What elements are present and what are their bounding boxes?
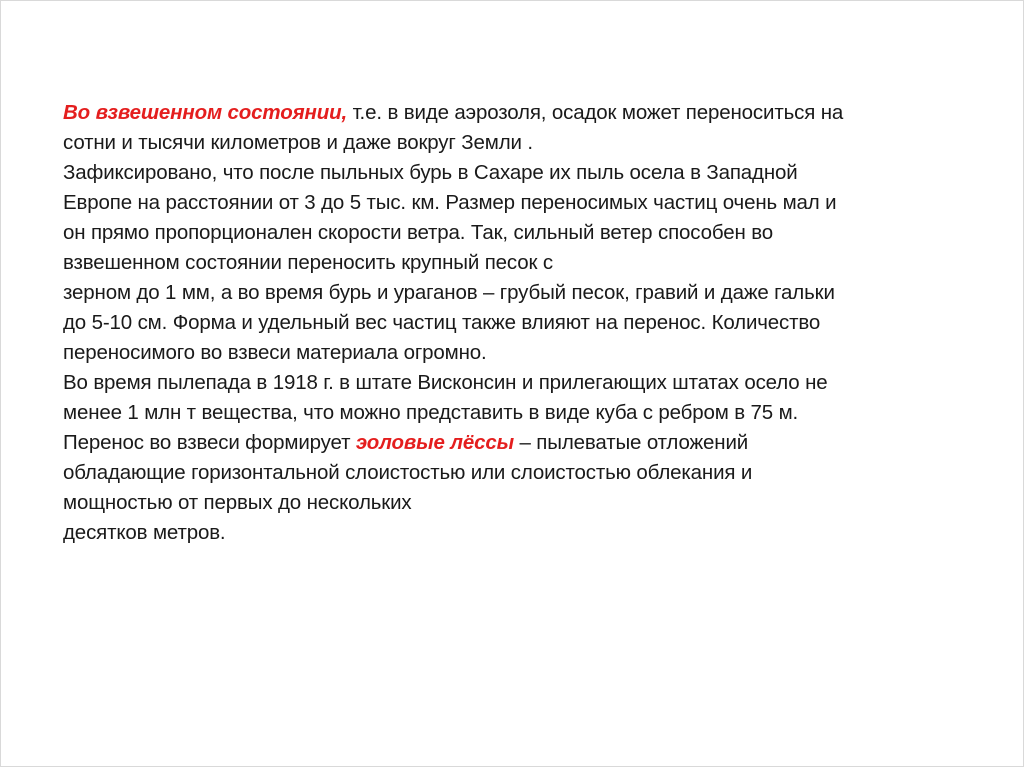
text-line: зерном до 1 мм, а во время бурь и ураганов – грубый песок, гравий и даже гальки bbox=[63, 281, 835, 304]
slide-body-text bbox=[63, 98, 983, 548]
text-line: Европе на расстоянии от 3 до 5 тыс. км. Размер переносимых частиц очень мал и bbox=[63, 191, 837, 214]
text-line: Во время пылепада в 1918 г. в штате Висконсин и прилегающих штатах осело не bbox=[63, 371, 828, 394]
text-line: сотни и тысячи километров и даже вокруг Земли . bbox=[63, 131, 533, 154]
line-text-after: – пылеватые отложений bbox=[513, 431, 749, 454]
text-line: переносимого во взвеси материала огромно. bbox=[63, 341, 487, 364]
text-line: десятков метров. bbox=[63, 521, 226, 544]
text-line: мощностью от первых до нескольких bbox=[63, 491, 412, 514]
text-line bbox=[63, 428, 983, 458]
text-line bbox=[63, 98, 983, 128]
text-line: до 5-10 см. Форма и удельный вес частиц также влияют на перенос. Количество bbox=[63, 311, 821, 334]
text-line: Зафиксировано, что после пыльных бурь в Сахаре их пыль осела в Западной bbox=[63, 161, 798, 184]
highlight-term: эоловые лёссы bbox=[355, 431, 514, 454]
text-line: менее 1 млн т вещества, что можно представить в виде куба с ребром в 75 м. bbox=[63, 401, 799, 424]
text-line: обладающие горизонтальной слоистостью или слоистостью облекания и bbox=[63, 461, 753, 484]
line-text-before: Перенос во взвеси формирует bbox=[63, 431, 356, 454]
text-line: он прямо пропорционален скорости ветра. Так, сильный ветер способен во bbox=[63, 221, 773, 244]
line-text: т.е. в виде аэрозоля, осадок может переноситься на bbox=[347, 101, 844, 124]
text-line: взвешенном состоянии переносить крупный песок с bbox=[63, 251, 553, 274]
highlight-term: Во взвешенном состоянии, bbox=[63, 101, 348, 124]
